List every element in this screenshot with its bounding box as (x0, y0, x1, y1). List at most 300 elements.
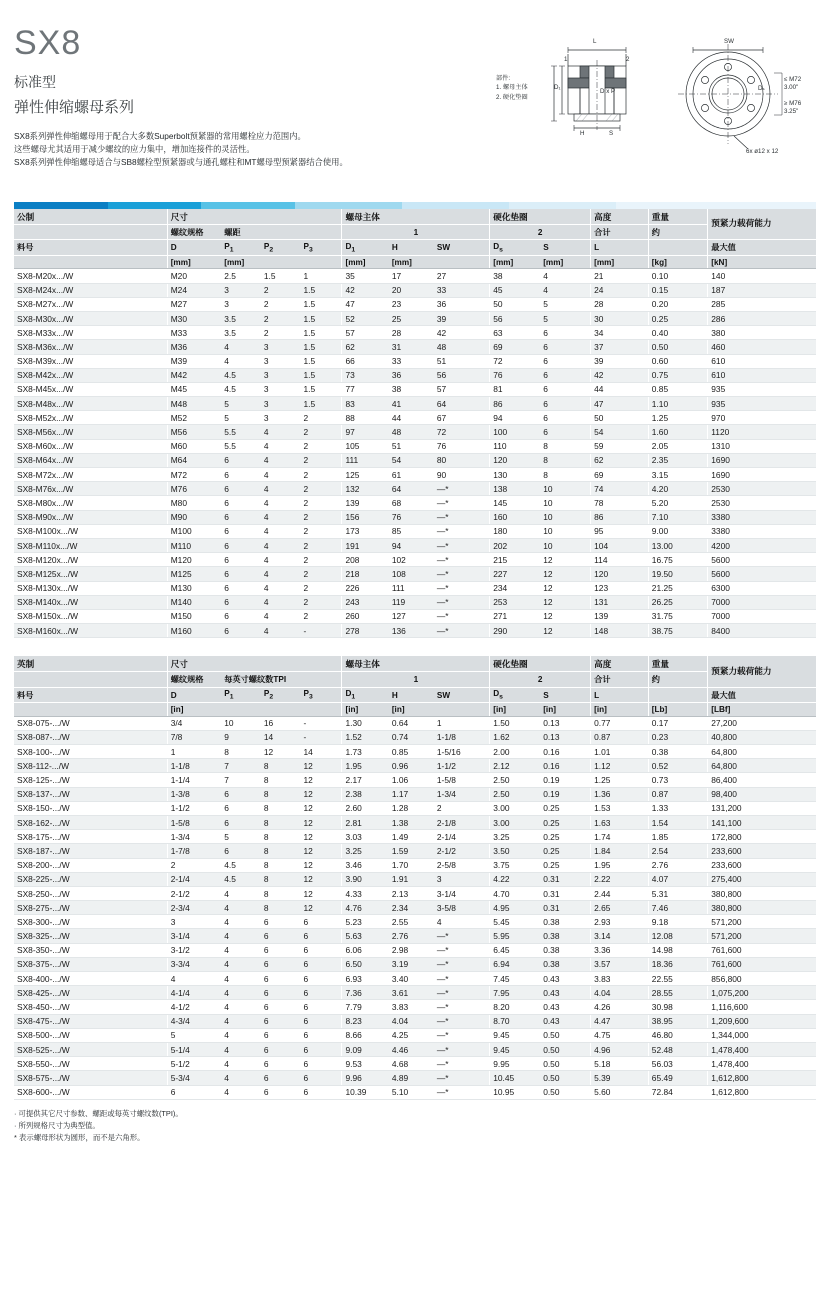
table-row (14, 609, 816, 623)
cell-value: 7/8 (167, 730, 221, 744)
cell-value: 3.19 (389, 957, 434, 971)
cell-value: 31 (389, 340, 434, 354)
footnote-2: · 所列规格尺寸为典型值。 (14, 1120, 100, 1130)
cell-value: 0.50 (648, 340, 707, 354)
cell-value: 4 (221, 1057, 261, 1071)
cell-value: 4 (167, 972, 221, 986)
cell-value: 1120 (708, 425, 816, 439)
cell-value: 31.75 (648, 609, 707, 623)
cell-value: 5-1/2 (167, 1057, 221, 1071)
cell-value: 4 (221, 1071, 261, 1085)
cell-value: 2 (301, 581, 342, 595)
cell-value: 7000 (708, 595, 816, 609)
cell-value: 4 (221, 986, 261, 1000)
cell-value: 4 (261, 581, 301, 595)
cell-value: M120 (167, 553, 221, 567)
metric-unit-L: [mm] (591, 256, 649, 269)
cell-value: 4 (261, 482, 301, 496)
cell-value: 0.50 (540, 1042, 590, 1056)
cell-part-number: SX8-M130x.../W (14, 581, 167, 595)
cell-value: M100 (167, 524, 221, 538)
cell-value: 12 (301, 886, 342, 900)
table-row (14, 943, 816, 957)
cell-value: 6 (261, 1000, 301, 1014)
cell-value: 9.00 (648, 524, 707, 538)
cell-value: 0.85 (648, 382, 707, 396)
cell-value: 12 (301, 872, 342, 886)
cell-value: 6 (221, 815, 261, 829)
cell-value: 76 (434, 439, 490, 453)
cell-value: 90 (434, 468, 490, 482)
cell-value: - (301, 624, 342, 638)
cell-part-number: SX8-500-.../W (14, 1028, 167, 1042)
dim-label-D1: D₁ (554, 84, 561, 91)
cell-value: 8 (261, 773, 301, 787)
cell-value: 3.40 (389, 972, 434, 986)
cell-part-number: SX8-325-.../W (14, 929, 167, 943)
cell-value: 34 (591, 326, 649, 340)
cell-value: 4.89 (389, 1071, 434, 1085)
cell-value: —* (434, 538, 490, 552)
cell-value: 6 (221, 496, 261, 510)
cell-value: 1.54 (648, 815, 707, 829)
metric-header-height: 高度 (591, 209, 649, 225)
cell-part-number: SX8-M64x.../W (14, 453, 167, 467)
cell-value: 0.38 (540, 957, 590, 971)
intro-line-2: 这些螺母尤其适用于减少螺纹的应力集中，增加连接件的灵活性。 (14, 144, 255, 155)
metric-header-S: S (540, 240, 590, 256)
table-row (14, 986, 816, 1000)
cell-value: 114 (591, 553, 649, 567)
cell-value: 5.31 (648, 886, 707, 900)
cell-value: 1.36 (591, 787, 649, 801)
intro-line-3: SX8系列弹性伸缩螺母适合与SB8螺栓型预紧器或与通孔螺柱和MT螺母型预紧器结合使用。 (14, 157, 348, 168)
metric-unit-H: [mm] (389, 256, 434, 269)
cell-value: 3.57 (591, 957, 649, 971)
cell-part-number: SX8-525-.../W (14, 1042, 167, 1056)
cell-value: 6 (301, 1085, 342, 1099)
cell-value: —* (434, 972, 490, 986)
dim-label-S: S (609, 130, 614, 137)
color-seg-7 (616, 202, 817, 209)
cell-value: 72 (490, 354, 540, 368)
cell-value: 4.95 (490, 901, 540, 915)
cell-value: M150 (167, 609, 221, 623)
cell-value: 12 (301, 787, 342, 801)
cell-value: 14 (301, 745, 342, 759)
dim-label-DxP: D x P (600, 88, 616, 95)
imperial-unit-F: [LBf] (708, 703, 816, 716)
cell-value: 6 (221, 468, 261, 482)
imperial-header-P2: $P_2$ (261, 687, 301, 703)
cell-value: 4.70 (490, 886, 540, 900)
metric-header-two: 2 (490, 225, 591, 240)
cell-value: 12 (301, 773, 342, 787)
cell-value: 571,200 (708, 915, 816, 929)
cell-value: 56.03 (648, 1057, 707, 1071)
hole-spec-label: 6x ø12 x 12 (746, 148, 779, 155)
color-seg-4 (295, 202, 402, 209)
table-row (14, 311, 816, 325)
cell-value: 54 (389, 453, 434, 467)
cell-value: 12 (261, 745, 301, 759)
cell-part-number: SX8-M76x.../W (14, 482, 167, 496)
cell-value: 72.84 (648, 1085, 707, 1099)
cell-value: 2 (261, 283, 301, 297)
cell-part-number: SX8-425-.../W (14, 986, 167, 1000)
cell-value: 2.22 (591, 872, 649, 886)
cell-value: 1-3/8 (167, 787, 221, 801)
cell-value: 2 (301, 553, 342, 567)
table-row (14, 581, 816, 595)
cell-value: 3.46 (342, 858, 389, 872)
cell-value: 100 (490, 425, 540, 439)
cell-value: 2-1/8 (434, 815, 490, 829)
imperial-header-S: S (540, 687, 590, 703)
cell-value: M125 (167, 567, 221, 581)
cell-value: 1-3/4 (167, 830, 221, 844)
cell-value: 2 (301, 453, 342, 467)
cell-value: 24 (591, 283, 649, 297)
cell-value: 6 (261, 943, 301, 957)
cell-value: 1,209,600 (708, 1014, 816, 1028)
cell-value: 3.25 (490, 830, 540, 844)
cell-value: 6 (261, 1085, 301, 1099)
cell-value: 2.38 (342, 787, 389, 801)
cell-value: 6 (301, 1014, 342, 1028)
cell-value: 6 (540, 411, 590, 425)
cell-value: 0.17 (648, 716, 707, 730)
cell-value: 25 (389, 311, 434, 325)
imperial-header-size: 尺寸 (167, 656, 342, 672)
cell-value: 4.04 (591, 986, 649, 1000)
cell-value: 2.17 (342, 773, 389, 787)
cell-value: 3.14 (591, 929, 649, 943)
cell-value: 3 (261, 397, 301, 411)
cell-value: 4.47 (591, 1014, 649, 1028)
metric-header-P1: $P_1$ (221, 240, 261, 256)
cell-value: 4 (221, 1014, 261, 1028)
cell-part-number: SX8-M110x.../W (14, 538, 167, 552)
table-row (14, 1000, 816, 1014)
cell-value: 3.5 (221, 326, 261, 340)
metric-header-blank-2 (648, 240, 707, 256)
cell-value: 83 (342, 397, 389, 411)
imperial-header-washer: 硬化垫圈 (490, 656, 591, 672)
cell-part-number: SX8-300-.../W (14, 915, 167, 929)
cell-value: 30 (591, 311, 649, 325)
table-row (14, 538, 816, 552)
cell-value: 14.98 (648, 943, 707, 957)
cell-value: 2.81 (342, 815, 389, 829)
cell-value: 1,612,800 (708, 1071, 816, 1085)
cell-value: 6.45 (490, 943, 540, 957)
imperial-header-SW: SW (434, 687, 490, 703)
cell-value: 119 (389, 595, 434, 609)
cell-value: 8 (540, 453, 590, 467)
subtitle-series: 弹性伸缩螺母系列 (14, 99, 135, 116)
metric-unit-S: [mm] (540, 256, 590, 269)
cell-value: 1 (167, 745, 221, 759)
cell-value: 1.5 (301, 283, 342, 297)
cell-part-number: SX8-M42x.../W (14, 368, 167, 382)
cell-value: 3-3/4 (167, 957, 221, 971)
cell-value: 0.23 (648, 730, 707, 744)
cell-part-number: SX8-187-.../W (14, 844, 167, 858)
cell-value: 2.76 (389, 929, 434, 943)
cell-value: 5.45 (490, 915, 540, 929)
cell-value: M45 (167, 382, 221, 396)
cell-value: 3.36 (591, 943, 649, 957)
cell-value: 7 (221, 773, 261, 787)
cell-value: 0.31 (540, 886, 590, 900)
cell-value: 2 (301, 567, 342, 581)
cell-value: 42 (342, 283, 389, 297)
cell-value: 110 (490, 439, 540, 453)
cell-value: 1.85 (648, 830, 707, 844)
metric-unit-D1: [mm] (342, 256, 389, 269)
cell-value: 2.13 (389, 886, 434, 900)
cell-value: 5600 (708, 567, 816, 581)
imperial-header-threadspec: 螺纹规格 (167, 672, 221, 687)
cell-value: 180 (490, 524, 540, 538)
cell-part-number: SX8-575-.../W (14, 1071, 167, 1085)
cell-value: 36 (389, 368, 434, 382)
cell-value: —* (434, 609, 490, 623)
cell-value: —* (434, 986, 490, 1000)
cell-value: 9.96 (342, 1071, 389, 1085)
cell-value: 1.30 (342, 716, 389, 730)
thread-note-3: ≥ M76 (784, 100, 802, 107)
cell-value: 39 (434, 311, 490, 325)
cell-value: —* (434, 524, 490, 538)
dim-label-SW: SW (724, 38, 734, 45)
cell-value: M160 (167, 624, 221, 638)
cell-value: 12 (540, 609, 590, 623)
cell-value: 12 (540, 595, 590, 609)
callout-2: 2 (626, 56, 630, 63)
cell-value: 85 (389, 524, 434, 538)
cell-value: 28 (591, 297, 649, 311)
cell-value: 1.17 (389, 787, 434, 801)
metric-header-weight: 重量 (648, 209, 707, 225)
cell-value: 52.48 (648, 1042, 707, 1056)
table-row (14, 915, 816, 929)
cell-value: 4 (540, 269, 590, 283)
cell-value: 0.73 (648, 773, 707, 787)
page-header (14, 0, 816, 200)
cell-value: 138 (490, 482, 540, 496)
metric-unit-SW (434, 256, 490, 269)
cell-value: 4 (261, 453, 301, 467)
cell-value: 0.74 (389, 730, 434, 744)
cell-value: 4 (221, 1085, 261, 1099)
cell-value: —* (434, 496, 490, 510)
cell-value: —* (434, 943, 490, 957)
cell-value: 290 (490, 624, 540, 638)
cell-value: 6 (221, 510, 261, 524)
cell-part-number: SX8-275-.../W (14, 901, 167, 915)
metric-header-max: 最大值 (708, 240, 816, 256)
cell-value: 3-1/2 (167, 943, 221, 957)
cell-value: 4 (261, 595, 301, 609)
cell-value: 19.50 (648, 567, 707, 581)
cell-value: 8 (261, 801, 301, 815)
cell-value: 4.5 (221, 872, 261, 886)
cell-value: 28 (389, 326, 434, 340)
cell-value: 0.15 (648, 283, 707, 297)
cell-part-number: SX8-M160x.../W (14, 624, 167, 638)
table-row (14, 801, 816, 815)
cell-value: 12 (540, 567, 590, 581)
cell-value: 275,400 (708, 872, 816, 886)
cell-value: 0.43 (540, 1000, 590, 1014)
cell-value: 6 (540, 382, 590, 396)
cell-value: 0.40 (648, 326, 707, 340)
cell-value: M48 (167, 397, 221, 411)
cell-value: 5.95 (490, 929, 540, 943)
cell-value: 4.76 (342, 901, 389, 915)
cell-value: 1.52 (342, 730, 389, 744)
cell-value: 1.95 (591, 858, 649, 872)
cell-value: 1690 (708, 468, 816, 482)
cell-value: 6 (261, 1042, 301, 1056)
cell-value: 2-1/4 (167, 872, 221, 886)
metric-header-P3: $P_3$ (301, 240, 342, 256)
table-gap-spacer (14, 638, 816, 656)
cell-value: M39 (167, 354, 221, 368)
cell-value: 1-5/8 (167, 815, 221, 829)
cell-value: 2.50 (490, 773, 540, 787)
table-row (14, 1071, 816, 1085)
cell-value: 51 (434, 354, 490, 368)
metric-header-system: 公制 (14, 209, 167, 225)
cell-value: 8400 (708, 624, 816, 638)
cell-value: 2-1/2 (167, 886, 221, 900)
cell-part-number: SX8-M33x.../W (14, 326, 167, 340)
cell-value: 57 (434, 382, 490, 396)
cell-value: 6 (540, 340, 590, 354)
cell-value: 2 (301, 609, 342, 623)
cell-value: 233,600 (708, 844, 816, 858)
cell-value: —* (434, 957, 490, 971)
cell-value: 7.95 (490, 986, 540, 1000)
cell-value: 2.34 (389, 901, 434, 915)
cell-value: 1310 (708, 439, 816, 453)
cell-value: 6.50 (342, 957, 389, 971)
cell-value: 0.85 (389, 745, 434, 759)
cell-value: 1.06 (389, 773, 434, 787)
cell-value: 23 (389, 297, 434, 311)
cell-value: 1.5 (301, 297, 342, 311)
cell-value: 12.08 (648, 929, 707, 943)
cell-value: 380 (708, 326, 816, 340)
cell-value: 2 (301, 411, 342, 425)
cell-value: 8.70 (490, 1014, 540, 1028)
cell-value: 970 (708, 411, 816, 425)
technical-drawing (496, 18, 816, 183)
cell-value: 120 (490, 453, 540, 467)
table-row (14, 830, 816, 844)
cell-value: 3 (261, 382, 301, 396)
cell-value: 3-1/4 (434, 886, 490, 900)
cell-value: 125 (342, 468, 389, 482)
metric-header-size: 尺寸 (167, 209, 342, 225)
cell-value: 3.00 (490, 815, 540, 829)
cell-value: —* (434, 567, 490, 581)
cell-value: M110 (167, 538, 221, 552)
cell-value: 1,075,200 (708, 986, 816, 1000)
cell-value: 127 (389, 609, 434, 623)
cell-value: 4 (261, 624, 301, 638)
cell-value: 2.50 (490, 787, 540, 801)
cell-value: 9.45 (490, 1028, 540, 1042)
table-row (14, 397, 816, 411)
table-row (14, 1085, 816, 1099)
cell-value: 2.76 (648, 858, 707, 872)
cell-value: - (301, 730, 342, 744)
cell-value: 0.13 (540, 716, 590, 730)
cell-value: 7.46 (648, 901, 707, 915)
cell-value: 5600 (708, 553, 816, 567)
cell-part-number: SX8-M39x.../W (14, 354, 167, 368)
cell-value: 37 (591, 340, 649, 354)
imperial-header-P1: $P_1$ (221, 687, 261, 703)
imperial-unit-D1: [in] (342, 703, 389, 716)
cell-value: 6 (540, 397, 590, 411)
cell-value: 50 (591, 411, 649, 425)
cell-value: 1.59 (389, 844, 434, 858)
table-row (14, 957, 816, 971)
cell-value: 6 (221, 595, 261, 609)
cell-value: 10.39 (342, 1085, 389, 1099)
table-row (14, 972, 816, 986)
cell-value: 12 (301, 801, 342, 815)
cell-value: —* (434, 482, 490, 496)
cell-value: 0.31 (540, 901, 590, 915)
cell-value: 88 (342, 411, 389, 425)
cell-value: 243 (342, 595, 389, 609)
cell-value: 173 (342, 524, 389, 538)
cell-value: 2 (301, 524, 342, 538)
cell-value: 2-1/4 (434, 830, 490, 844)
cell-value: M64 (167, 453, 221, 467)
cell-value: 102 (389, 553, 434, 567)
cell-value: 1.12 (591, 759, 649, 773)
cell-value: 6 (301, 929, 342, 943)
cell-part-number: SX8-M90x.../W (14, 510, 167, 524)
cell-value: —* (434, 581, 490, 595)
cell-value: 12 (540, 624, 590, 638)
cell-value: 54 (591, 425, 649, 439)
cell-value: 94 (389, 538, 434, 552)
cell-value: 0.25 (540, 801, 590, 815)
imperial-header-nutbody: 螺母主体 (342, 656, 490, 672)
cell-value: M76 (167, 482, 221, 496)
table-row (14, 496, 816, 510)
imperial-header-blank-1 (14, 672, 167, 687)
cell-value: 56 (490, 311, 540, 325)
cell-value: 77 (342, 382, 389, 396)
cell-value: 10 (540, 510, 590, 524)
table-row (14, 510, 816, 524)
imperial-header-max: 最大值 (708, 687, 816, 703)
cell-value: 63 (490, 326, 540, 340)
cell-value: 10.95 (490, 1085, 540, 1099)
cell-value: 52 (342, 311, 389, 325)
table-row (14, 1014, 816, 1028)
cell-value: 2 (301, 482, 342, 496)
